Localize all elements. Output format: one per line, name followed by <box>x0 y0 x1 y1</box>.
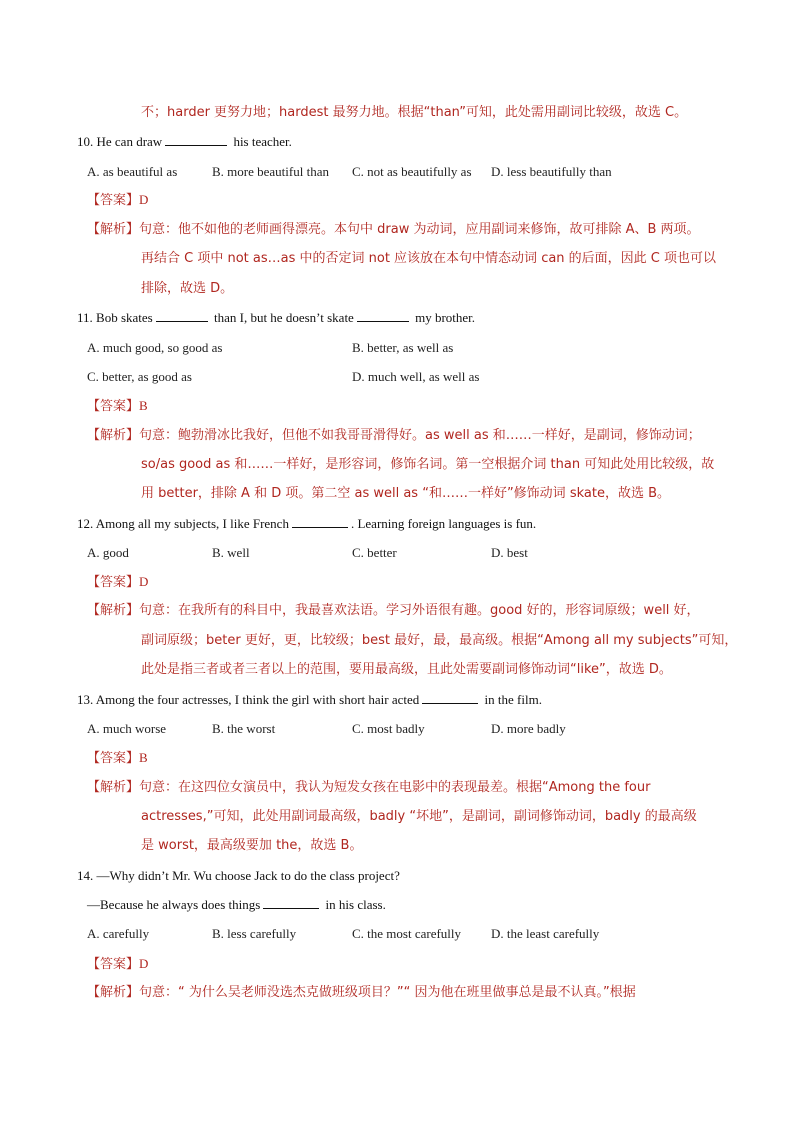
analysis-text: 用 better，排除 A 和 D 项。第二空 as well as “和……一样好”修饰动词 skate，故选 B。 <box>141 486 671 501</box>
answer-blank[interactable] <box>357 309 409 322</box>
option-a: A. carefully <box>87 926 150 941</box>
question-14-stem <box>77 867 400 885</box>
answer-label: 【答案】 <box>87 399 140 414</box>
analysis-label: 【解析】 <box>87 780 140 795</box>
analysis-text: 句意：他不如他的老师画得漂亮。本句中 draw 为动词，应用副词来修饰，故可排除 A、B 两项。 <box>139 222 700 237</box>
stem-text: Among all my subjects, I like French <box>95 516 289 531</box>
stem-text: He can draw <box>96 134 163 149</box>
stem-text: Bob skates <box>96 310 153 325</box>
answer-blank[interactable] <box>165 133 227 146</box>
question-number: 12. <box>77 516 94 531</box>
option-a: A. much worse <box>87 721 167 736</box>
option-c: C. better, as good as <box>87 369 192 384</box>
analysis-text: 句意：在我所有的科目中，我最喜欢法语。学习外语很有趣。good 好的，形容词原级；well 好， <box>139 603 700 618</box>
answer-blank[interactable] <box>156 309 208 322</box>
stem-text: his teacher. <box>233 134 292 149</box>
analysis-line <box>87 984 636 1002</box>
analysis-label: 【解析】 <box>87 603 140 618</box>
answer-line <box>87 397 148 416</box>
question-11-stem <box>77 309 475 327</box>
answer-line <box>87 749 148 768</box>
option-c: C. the most carefully <box>352 926 462 941</box>
analysis-label: 【解析】 <box>87 222 140 237</box>
question-number: 11. <box>77 310 93 325</box>
option-b: B. better, as well as <box>352 340 454 355</box>
answer-label: 【答案】 <box>87 193 140 208</box>
analysis-text: 再结合 C 项中 not as…as 中的否定词 not 应该放在本句中情态动词 can 的后面，因此 C 项也可以 <box>141 251 717 266</box>
answer-blank[interactable] <box>292 515 348 528</box>
analysis-text: so/as good as 和……一样好，是形容词，修饰名词。第一空根据介词 than 可知此处用比较级，故 <box>141 457 715 472</box>
answer-value: D <box>139 574 149 589</box>
analysis-label: 【解析】 <box>87 985 140 1000</box>
analysis-text: 句意：在这四位女演员中，我认为短发女孩在电影中的表现最差。根据“Among the four <box>139 780 651 795</box>
option-a: A. much good, so good as <box>87 340 223 355</box>
option-a: A. as beautiful as <box>87 164 178 179</box>
stem-text: . Learning foreign languages is fun. <box>350 516 537 531</box>
question-number: 10. <box>77 134 94 149</box>
answer-value: D <box>139 956 149 971</box>
answer-blank[interactable] <box>422 691 478 704</box>
analysis-line <box>87 427 701 445</box>
stem-text: —Why didn’t Mr. Wu choose Jack to do the class project? <box>96 868 400 883</box>
analysis-text: 句意：鲍勃滑冰比我好，但他不如我哥哥滑得好。as well as 和……一样好，是副词，修饰动词； <box>139 428 701 443</box>
option-c: C. not as beautifully as <box>352 164 472 179</box>
option-b: B. well <box>212 545 250 560</box>
option-d: D. much well, as well as <box>352 369 480 384</box>
analysis-line <box>87 602 700 620</box>
question-12-stem <box>77 515 536 533</box>
analysis-text: 是 worst，最高级要加 the，故选 B。 <box>141 838 363 853</box>
question-number: 14. <box>77 868 94 883</box>
answer-line <box>87 573 148 592</box>
option-b: B. more beautiful than <box>212 164 329 179</box>
analysis-text: 排除，故选 D。 <box>141 281 234 296</box>
option-d: D. the least carefully <box>491 926 600 941</box>
option-c: C. most badly <box>352 721 425 736</box>
question-10-stem <box>77 133 292 151</box>
analysis-text: 此处是指三者或者三者以上的范围，要用最高级，且此处需要副词修饰动词“like”，故选 D。 <box>141 662 672 677</box>
option-a: A. good <box>87 545 129 560</box>
stem-text: in his class. <box>325 897 386 912</box>
answer-label: 【答案】 <box>87 751 140 766</box>
stem-text: than I, but he doesn’t skate <box>213 310 354 325</box>
option-c: C. better <box>352 545 397 560</box>
answer-line <box>87 191 148 210</box>
stem-text: in the film. <box>484 692 542 707</box>
answer-value: D <box>139 192 149 207</box>
analysis-text: 副词原级；beter 更好，更，比较级；best 最好，最，最高级。根据“Among all my subjects”可知， <box>141 633 738 648</box>
answer-line <box>87 955 148 974</box>
answer-value: B <box>139 750 148 765</box>
question-14-stem-line2 <box>87 896 386 914</box>
analysis-line <box>87 221 700 239</box>
stem-text: Among the four actresses, I think the girl with short hair acted <box>95 692 420 707</box>
option-d: D. best <box>491 545 528 560</box>
analysis-line <box>87 779 650 797</box>
analysis-continuation: 不；harder 更努力地；hardest 最努力地。根据“than”可知，此处需用副词比较级，故选 C。 <box>141 105 688 120</box>
option-b: B. the worst <box>212 721 276 736</box>
analysis-label: 【解析】 <box>87 428 140 443</box>
answer-blank[interactable] <box>263 896 319 909</box>
option-d: D. less beautifully than <box>491 164 612 179</box>
option-b: B. less carefully <box>212 926 297 941</box>
answer-value: B <box>139 398 148 413</box>
answer-label: 【答案】 <box>87 575 140 590</box>
question-13-stem <box>77 691 542 709</box>
stem-text: —Because he always does things <box>87 897 261 912</box>
stem-text: my brother. <box>415 310 476 325</box>
question-number: 13. <box>77 692 94 707</box>
analysis-text: actresses,”可知，此处用副词最高级，badly “坏地”，是副词，副词修饰动词，badly 的最高级 <box>141 809 697 824</box>
analysis-text: 句意：“ 为什么吴老师没选杰克做班级项目？”“ 因为他在班里做事总是最不认真。”根据 <box>139 985 636 1000</box>
option-d: D. more badly <box>491 721 566 736</box>
answer-label: 【答案】 <box>87 957 140 972</box>
